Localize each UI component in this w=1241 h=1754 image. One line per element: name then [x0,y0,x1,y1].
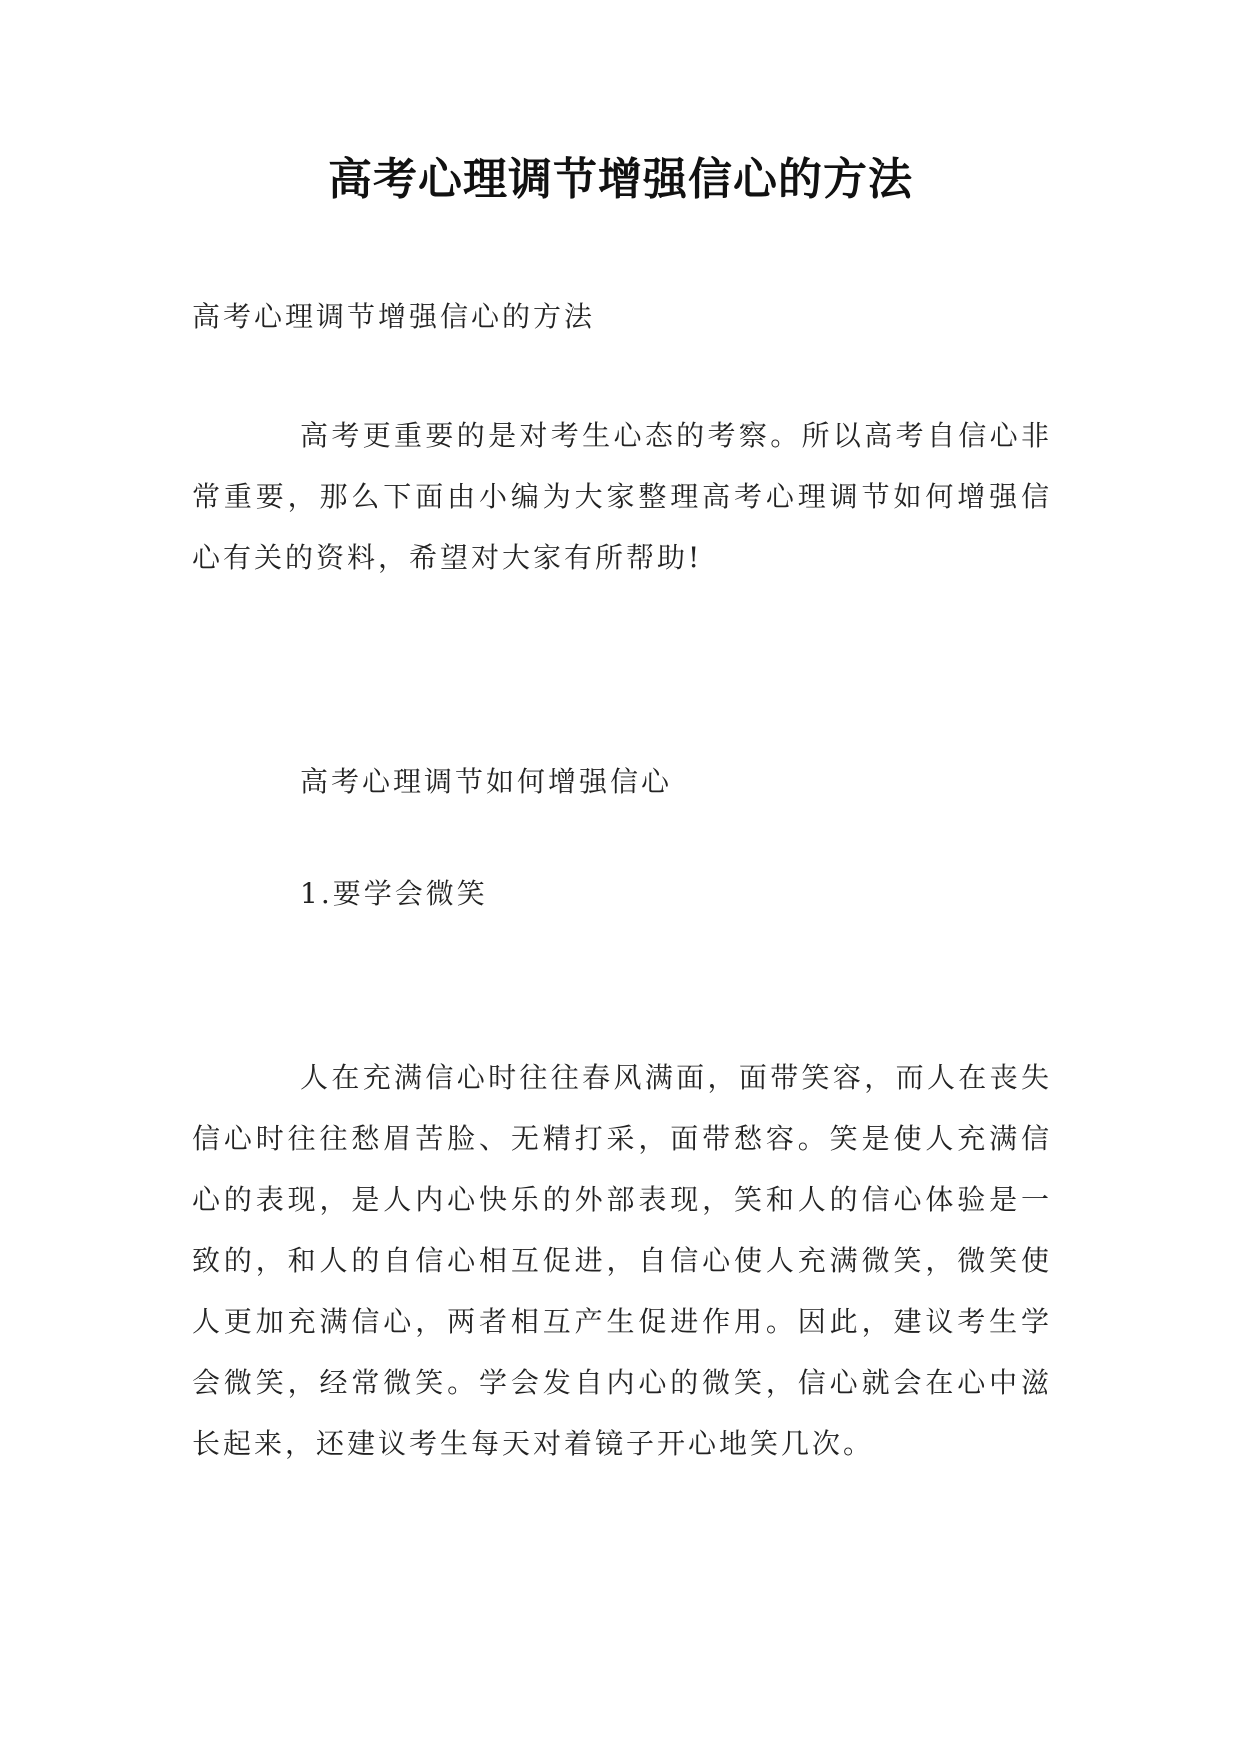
point-paragraph: 人在充满信心时往往春风满面，面带笑容，而人在丧失信心时往往愁眉苦脸、无精打采，面带愁容。笑是使人充满信心的表现，是人内心快乐的外部表现，笑和人的信心体验是一致的，和人的自信心相互促进，自信心使人充满微笑，微笑使人更加充满信心，两者相互产生促进作用。因此，建议考生学会微笑，经常微笑。学会发自内心的微笑，信心就会在心中滋长起来，还建议考生每天对着镜子开心地笑几次。 [192,1061,1052,1460]
document-title: 高考心理调节增强信心的方法 [328,154,913,205]
section-heading: 高考心理调节如何增强信心 [300,765,673,798]
point-heading: 1.要学会微笑 [300,877,488,910]
intro-paragraph: 高考更重要的是对考生心态的考察。所以高考自信心非常重要，那么下面由小编为大家整理高考心理调节如何增强信心有关的资料，希望对大家有所帮助! [192,419,1052,574]
document-subtitle: 高考心理调节增强信心的方法 [192,300,596,333]
